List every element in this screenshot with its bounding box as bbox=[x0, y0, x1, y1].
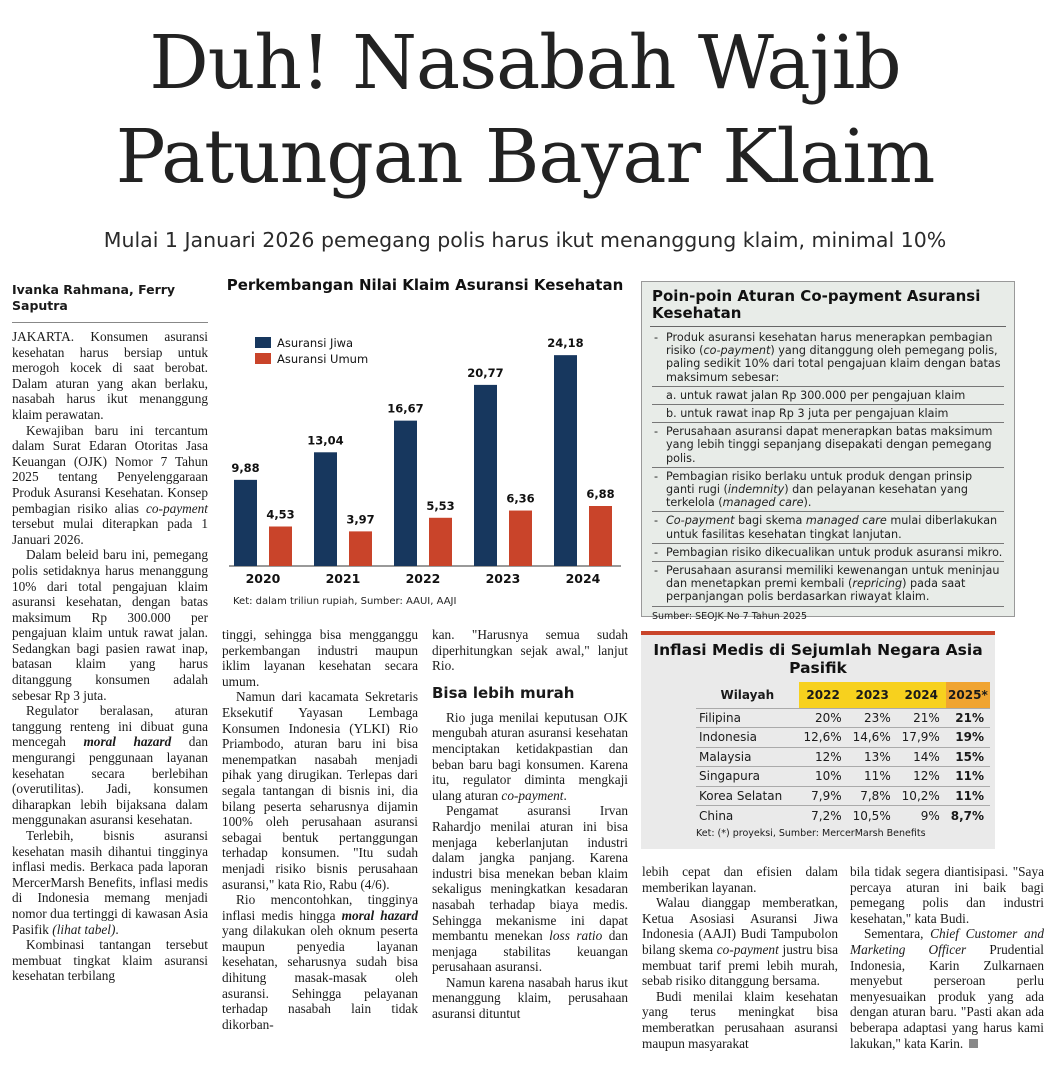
table-row bbox=[696, 806, 990, 826]
headline-line-2: Patungan Bayar Klaim bbox=[115, 114, 935, 200]
box-item: - Perusahaan asuransi dapat menerapkan batas maksimum yang lebih tinggi sepanjang disepakati dengan pemegang polis. bbox=[652, 423, 1004, 468]
legend-swatch bbox=[255, 353, 271, 364]
table-header: 2022 bbox=[799, 682, 848, 708]
table-row bbox=[696, 767, 990, 787]
data-label: 20,77 bbox=[467, 365, 504, 380]
table-cell: 21% bbox=[897, 708, 946, 728]
paragraph: Rio juga menilai keputusan OJK mengubah aturan asuransi kesehatan menciptakan ketidakpastian dan beban baru bagi konsumen. Karena itu, regulator diminta mengkaji ulang aturan co-payment. bbox=[432, 709, 628, 803]
paragraph: lebih cepat dan efisien dalam memberikan layanan. bbox=[642, 864, 838, 895]
table-cell: 20% bbox=[799, 708, 848, 728]
data-label: 5,53 bbox=[426, 498, 455, 513]
copayment-rules-box bbox=[641, 281, 1015, 622]
subheadline: Mulai 1 Januari 2026 pemegang polis harus ikut menanggung klaim, minimal 10% bbox=[103, 228, 947, 252]
paragraph: kan. "Harusnya semua sudah diperhitungkan sejak awal," lanjut Rio. bbox=[432, 627, 628, 674]
table-header: 2025* bbox=[946, 682, 990, 708]
article-column-3 bbox=[432, 627, 628, 1022]
table-cell: 7,2% bbox=[799, 806, 848, 826]
bar-umum bbox=[589, 506, 612, 566]
paragraph: tinggi, sehingga bisa mengganggu perkembangan industri maupun iklim layanan kesehatan secara umum. bbox=[222, 627, 418, 689]
table-cell: 9% bbox=[897, 806, 946, 826]
box-source: Sumber: SEOJK No 7 Tahun 2025 bbox=[652, 610, 808, 622]
box-item: a. untuk rawat jalan Rp 300.000 per pengajuan klaim bbox=[652, 387, 1004, 405]
headline-line-1: Duh! Nasabah Wajib bbox=[149, 20, 901, 106]
bar-umum bbox=[269, 526, 292, 566]
table-cell: China bbox=[696, 806, 799, 826]
table-cell: 14,6% bbox=[848, 728, 897, 748]
legend-label: Asuransi Umum bbox=[277, 352, 369, 366]
bar-jiwa bbox=[234, 480, 257, 566]
paragraph: Budi menilai klaim kesehatan yang terus meningkat bisa memberatkan perusahaan asuransi maupun masyarakat bbox=[642, 988, 838, 1051]
legend-label: Asuransi Jiwa bbox=[277, 336, 354, 350]
article-column-1 bbox=[12, 282, 208, 984]
article-column-2 bbox=[222, 627, 418, 1032]
x-tick-label: 2023 bbox=[485, 571, 521, 586]
bar-umum bbox=[349, 531, 372, 566]
paragraph: Pengamat asuransi Irvan Rahardjo menilai aturan ini bisa menjaga keberlanjutan industri dalam jangka panjang. Karena industri bisa menekan beban klaim sekaligus meningkatkan kesadaran nasabah terhadap biaya medis. Sehingga mekanisme ini dapat membantu menekan loss ratio dan menjaga stabilitas keuangan perusahaan asuransi. bbox=[432, 803, 628, 975]
box-item: - Perusahaan asuransi memiliki kewenangan untuk meninjau dan menetapkan premi kembali (repricing) pada saat perpanjangan polis berdasarkan riwayat klaim. bbox=[652, 562, 1004, 607]
table-cell: Korea Selatan bbox=[696, 786, 799, 806]
article-column-5 bbox=[850, 864, 1044, 1051]
table-note: Ket: (*) proyeksi, Sumber: MercerMarsh Benefits bbox=[696, 828, 926, 839]
data-label: 6,36 bbox=[506, 491, 535, 506]
box-item: b. untuk rawat inap Rp 3 juta per pengajuan klaim bbox=[652, 405, 1004, 423]
table-cell: 7,8% bbox=[848, 786, 897, 806]
table-cell: Malaysia bbox=[696, 747, 799, 767]
bar-jiwa bbox=[474, 385, 497, 566]
paragraph: Namun dari kacamata Sekretaris Eksekutif Yayasan Lembaga Konsumen Indonesia (YLKI) Rio Priambodo, aturan baru ini bisa menempatkan nasabah menjadi pihak yang dirugikan. Terlepas dari segala tantangan di bisnis ini, dia bilang peserta seharusnya dijamin 100% oleh perusahaan asuransi sebagai bentuk pertanggungan terhadap konsumen. "Itu sudah menjadi risiko bisnis perusahaan asuransi," kata Rio, Rabu (4/6). bbox=[222, 689, 418, 892]
box-title: Poin-poin Aturan Co-payment Asuransi Kesehatan bbox=[652, 287, 981, 322]
bar-jiwa bbox=[314, 452, 337, 566]
box-item: - Pembagian risiko dikecualikan untuk produk asuransi mikro. bbox=[652, 544, 1004, 562]
table-cell: 14% bbox=[897, 747, 946, 767]
paragraph: Walau dianggap memberatkan, Ketua Asosiasi Asuransi Jiwa Indonesia (AAJI) Budi Tampubolon bilang skema co-payment justru bisa membuat tarif premi lebih murah, sebab risiko ditanggung bersama. bbox=[642, 895, 838, 989]
paragraph: Terlebih, bisnis asuransi kesehatan masih dihantui tingginya inflasi medis. Berkaca pada laporan MercerMarsh Benefits, inflasi medis di Indonesia memang menjadi nomor dua tertinggi di kawasan Asia Pasifik (lihat tabel). bbox=[12, 828, 208, 937]
medical-inflation-table bbox=[641, 631, 995, 849]
x-tick-label: 2022 bbox=[405, 571, 441, 586]
table-cell: 12% bbox=[897, 767, 946, 787]
paragraph: Kewajiban baru ini tercantum dalam Surat Edaran Otoritas Jasa Keuangan (OJK) Nomor 7 Tahun 2025 tentang Penyelenggaraan Produk Asuransi Kesehatan. Konsep pembagian risiko alias co-payment tersebut mulai diterapkan pada 1 Januari 2026. bbox=[12, 422, 208, 547]
claims-chart bbox=[225, 276, 625, 616]
table-row bbox=[696, 708, 990, 728]
section-subhead: Bisa lebih murah bbox=[432, 683, 575, 702]
table-cell: 23% bbox=[848, 708, 897, 728]
table-cell: 15% bbox=[946, 747, 990, 767]
data-label: 4,53 bbox=[266, 507, 295, 522]
table-cell: Singapura bbox=[696, 767, 799, 787]
x-tick-label: 2020 bbox=[245, 571, 281, 586]
table-cell: 17,9% bbox=[897, 728, 946, 748]
table-row bbox=[696, 786, 990, 806]
paragraph: Sementara, Chief Customer and Marketing Officer Prudential Indonesia, Karin Zulkarnaen menyebut perseroan perlu menyesuaikan produk yang ada dengan aturan baru. "Pasti akan ada beberapa adaptasi yang harus kami lakukan," kata Karin. bbox=[850, 926, 1044, 1051]
table-cell: Filipina bbox=[696, 708, 799, 728]
x-tick-label: 2021 bbox=[325, 571, 361, 586]
table-cell: 13% bbox=[848, 747, 897, 767]
bar-umum bbox=[509, 511, 532, 566]
table-header: Wilayah bbox=[696, 682, 799, 708]
data-label: 24,18 bbox=[547, 336, 584, 351]
table-cell: 10,2% bbox=[897, 786, 946, 806]
table-row bbox=[696, 728, 990, 748]
paragraph: Regulator beralasan, aturan tanggung renteng ini dibuat guna mencegah moral hazard dan mengurangi penggunaan layanan kesehatan secara berlebihan (overutilitas). Jadi, konsumen diharapkan lebih bijaksana dalam menggunakan asuransi kesehatan. bbox=[12, 703, 208, 828]
data-label: 3,97 bbox=[346, 512, 375, 527]
data-label: 9,88 bbox=[231, 460, 260, 475]
data-label: 6,88 bbox=[586, 487, 615, 502]
author-byline: Ivanka Rahmana, Ferry Saputra bbox=[12, 282, 176, 313]
paragraph: Rio mencontohkan, tingginya inflasi medis hingga moral hazard yang dilakukan oleh oknum peserta maupun penyedia layanan kesehatan, seharusnya sudah bisa dihitung masak-masak oleh asuransi. Sehingga pelayanan terhadap nasabah lain tidak dikorban- bbox=[222, 892, 418, 1032]
article-column-4 bbox=[642, 864, 838, 1051]
table-row bbox=[696, 747, 990, 767]
table-cell: 8,7% bbox=[946, 806, 990, 826]
table-cell: 11% bbox=[946, 767, 990, 787]
table-cell: 12,6% bbox=[799, 728, 848, 748]
box-item: - Produk asuransi kesehatan harus menerapkan pembagian risiko (co-payment) yang ditanggung oleh pemegang polis, paling sedikit 10% dari total pengajuan klaim dengan batas maksimum sebesar: bbox=[652, 329, 1004, 387]
table-cell: 12% bbox=[799, 747, 848, 767]
table-cell: 11% bbox=[848, 767, 897, 787]
table-cell: 10,5% bbox=[848, 806, 897, 826]
bar-jiwa bbox=[394, 421, 417, 566]
x-tick-label: 2024 bbox=[565, 571, 601, 586]
legend-swatch bbox=[255, 337, 271, 348]
table-cell: 21% bbox=[946, 708, 990, 728]
paragraph: JAKARTA. Konsumen asuransi kesehatan harus bersiap untuk merogoh kocek di saat berobat. Dalam aturan yang akan berlaku, nasabah harus ikut menanggung klaim perawatan. bbox=[12, 329, 208, 422]
table-header: 2023 bbox=[848, 682, 897, 708]
table-cell: 10% bbox=[799, 767, 848, 787]
table-header: 2024 bbox=[897, 682, 946, 708]
paragraph: Dalam beleid baru ini, pemegang polis setidaknya harus menanggung 10% dari total pengajuan klaim asuransi kesehatan, dengan batas maksimum Rp 300.000 per pengajuan klaim untuk rawat jalan. Sedangkan bagi pasien rawat inap, batasan klaim yang harus ditanggung konsumen adalah sebesar Rp 3 juta. bbox=[12, 547, 208, 703]
data-label: 13,04 bbox=[307, 433, 344, 448]
chart-title: Perkembangan Nilai Klaim Asuransi Kesehatan bbox=[226, 276, 624, 294]
chart-note: Ket: dalam triliun rupiah, Sumber: AAUI, AAJI bbox=[233, 596, 457, 607]
table-cell: Indonesia bbox=[696, 728, 799, 748]
paragraph: bila tidak segera diantisipasi. "Saya percaya aturan ini baik bagi pemegang polis dan industri kesehatan," kata Budi. bbox=[850, 864, 1044, 926]
paragraph: Kombinasi tantangan tersebut membuat tingkat klaim asuransi kesehatan terbilang bbox=[12, 937, 208, 984]
box-list bbox=[642, 329, 1014, 607]
table-cell: 11% bbox=[946, 786, 990, 806]
data-label: 16,67 bbox=[387, 401, 424, 416]
chart-svg bbox=[225, 276, 625, 616]
bar-umum bbox=[429, 518, 452, 566]
table-cell: 19% bbox=[946, 728, 990, 748]
box-item: - Pembagian risiko berlaku untuk produk dengan prinsip ganti rugi (indemnity) dan pelayanan kesehatan yang terkelola (managed care). bbox=[652, 468, 1004, 513]
box-item: - Co-payment bagi skema managed care mulai diberlakukan untuk fasilitas kesehatan tingkat lanjutan. bbox=[652, 512, 1004, 543]
bar-jiwa bbox=[554, 355, 577, 566]
paragraph: Namun karena nasabah harus ikut menanggung klaim, perusahaan asuransi dituntut bbox=[432, 974, 628, 1022]
table-title: Inflasi Medis di Sejumlah Negara Asia Pasifik bbox=[653, 641, 983, 677]
end-mark-icon bbox=[969, 1039, 978, 1048]
table-cell: 7,9% bbox=[799, 786, 848, 806]
